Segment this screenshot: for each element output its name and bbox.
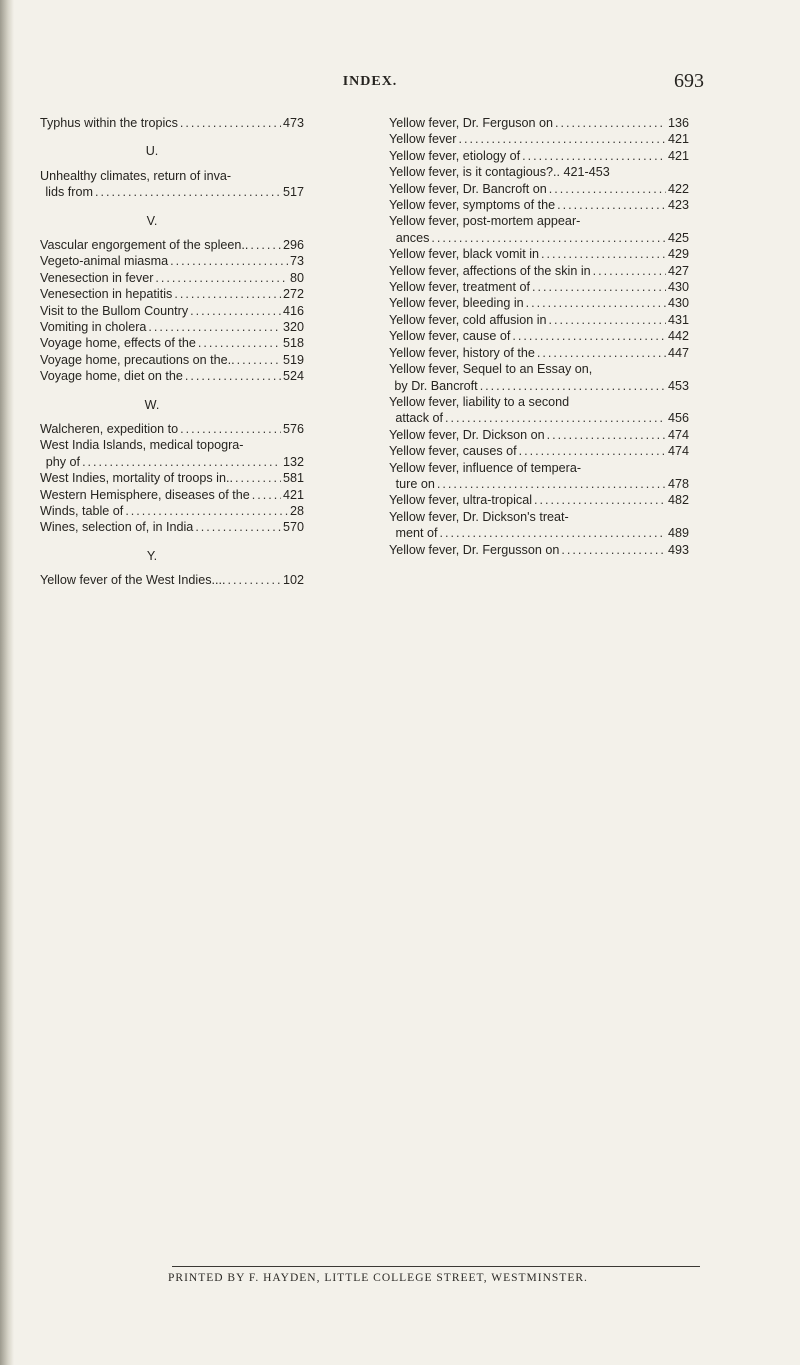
entry-page-number: 518 (282, 336, 304, 351)
entry-page-number: 422 (667, 181, 689, 196)
entry-text: Winds, table of (40, 504, 124, 519)
entry-text: by Dr. Bancroft (394, 378, 478, 393)
entry-text: Yellow fever, Sequel to an Essay on, (389, 362, 593, 377)
entry-text: Yellow fever, etiology of (389, 148, 521, 163)
entry-text: Walcheren, expedition to (40, 422, 179, 437)
index-entry (389, 246, 689, 262)
leader-dots (547, 427, 666, 443)
index-entry-line (40, 519, 304, 535)
leader-dots (445, 410, 666, 426)
index-entry-line (40, 115, 304, 131)
entry-text: ment of (395, 526, 438, 541)
index-entry-line (40, 421, 304, 437)
entry-page-number: 320 (282, 320, 304, 335)
index-entry (40, 115, 304, 131)
index-entry (389, 492, 689, 508)
leader-dots (431, 230, 666, 246)
entry-text: Voyage home, precautions on the.. (40, 352, 235, 367)
section-gap (40, 131, 304, 143)
entry-page-number: 453 (667, 378, 689, 393)
index-entry-line (389, 115, 689, 131)
index-entry-line (389, 492, 689, 508)
leader-dots (519, 443, 666, 459)
index-entry (40, 335, 304, 351)
entry-text: Yellow fever, symptoms of the (389, 198, 556, 213)
entry-page-number: 482 (667, 493, 689, 508)
leader-dots (252, 487, 281, 503)
entry-text: attack of (395, 411, 443, 426)
index-entry (40, 503, 304, 519)
index-entry (389, 509, 689, 542)
entry-page-number: 489 (667, 526, 689, 541)
entry-page-number: 430 (667, 280, 689, 295)
index-entry (40, 168, 304, 201)
entry-text: Yellow fever, Dr. Dickson on (389, 427, 545, 442)
entry-text: Venesection in fever (40, 270, 154, 285)
leader-dots (512, 328, 666, 344)
entry-page-number: 429 (667, 247, 689, 262)
entry-page-number: 474 (667, 427, 689, 442)
index-entry (389, 345, 689, 361)
leader-dots (561, 542, 666, 558)
leader-dots (537, 345, 666, 361)
entry-text: Yellow fever, influence of tempera- (389, 460, 582, 475)
index-entry (40, 303, 304, 319)
entry-text: Wines, selection of, in India (40, 520, 194, 535)
page-header (0, 70, 800, 94)
entry-text: Yellow fever of the West Indies.... (40, 573, 226, 588)
entry-text: Visit to the Bullom Country (40, 303, 189, 318)
entry-page-number: 73 (289, 254, 304, 269)
index-entry-line (40, 368, 304, 384)
index-entry (389, 542, 689, 558)
entry-page-number: 421 (282, 487, 304, 502)
index-entry-line (40, 253, 304, 269)
index-entry-line (389, 164, 689, 180)
entry-text: ances (395, 230, 430, 245)
footer-rule (172, 1266, 700, 1267)
entry-page-number: 296 (282, 238, 304, 252)
entry-page-number: 447 (667, 345, 689, 360)
entry-page-number: 272 (282, 287, 304, 302)
entry-text: Voyage home, effects of the (40, 336, 196, 351)
index-entry (389, 394, 689, 427)
index-entry-line (389, 476, 689, 492)
index-entry (389, 263, 689, 279)
leader-dots (557, 197, 666, 213)
entry-page-number: 431 (667, 312, 689, 327)
imprint-text: PRINTED BY F. HAYDEN, LITTLE COLLEGE STREET, WESTMINSTER. (168, 1272, 588, 1284)
entry-page-number: 427 (667, 263, 689, 278)
page-binding-edge (0, 0, 14, 1365)
leader-dots (437, 476, 666, 492)
entry-text: Yellow fever, is it contagious?.. 421-453 (389, 165, 610, 180)
index-entry-line (389, 197, 689, 213)
index-entry (389, 148, 689, 164)
section-letter: W. (144, 397, 160, 412)
index-entry-line (389, 246, 689, 262)
entry-page-number: 576 (282, 422, 304, 437)
index-entry (389, 279, 689, 295)
entry-page-number: 473 (282, 116, 304, 130)
index-entry-line (389, 328, 689, 344)
index-entry-line (389, 279, 689, 295)
entry-text: Yellow fever, affections of the skin in (389, 263, 591, 278)
index-entry-line (40, 487, 304, 503)
index-entry (389, 427, 689, 443)
leader-dots (549, 312, 666, 328)
page-number: 693 (674, 70, 704, 92)
leader-dots (534, 492, 666, 508)
leader-dots (458, 131, 666, 147)
index-entry-line (40, 286, 304, 302)
index-entry-line (40, 303, 304, 319)
entry-page-number: 442 (667, 329, 689, 344)
index-entry (40, 286, 304, 302)
index-entry (40, 368, 304, 384)
entry-text: Yellow fever, black vomit in (389, 247, 540, 262)
index-entry (40, 572, 304, 588)
leader-dots (440, 525, 666, 541)
section-gap (40, 160, 304, 168)
index-column-right (389, 115, 689, 558)
section-gap (40, 229, 304, 237)
entry-text: Vascular engorgement of the spleen.. (40, 238, 249, 252)
index-entry (40, 319, 304, 335)
index-entry (40, 237, 304, 253)
index-entry-line (40, 237, 304, 253)
entry-page-number: 474 (667, 444, 689, 459)
entry-text: lids from (45, 185, 93, 200)
leader-dots (532, 279, 666, 295)
entry-page-number: 423 (667, 198, 689, 213)
index-entry (40, 270, 304, 286)
index-entry (40, 253, 304, 269)
section-gap (40, 564, 304, 572)
entry-text: West India Islands, medical topogra- (40, 438, 244, 453)
entry-page-number: 136 (667, 116, 689, 130)
entry-page-number: 416 (282, 303, 304, 318)
index-entry-line (40, 470, 304, 486)
leader-dots (555, 115, 666, 131)
index-entry (389, 328, 689, 344)
leader-dots (195, 519, 281, 535)
entry-text: Yellow fever, Dr. Dickson's treat- (389, 509, 569, 524)
index-entry (389, 312, 689, 328)
entry-text: Yellow fever, post-mortem appear- (389, 214, 581, 229)
leader-dots (95, 184, 281, 200)
entry-text: Yellow fever, Dr. Bancroft on (389, 181, 547, 196)
entry-text: Voyage home, diet on the (40, 369, 183, 384)
index-entry-line (40, 335, 304, 351)
index-entry (40, 470, 304, 486)
index-entry-line (389, 378, 689, 394)
index-entry-line (389, 312, 689, 328)
index-column-left (40, 115, 304, 589)
section-letter: U. (145, 144, 159, 159)
entry-page-number: 421 (667, 132, 689, 147)
running-title: INDEX. (342, 74, 398, 89)
leader-dots (593, 263, 666, 279)
index-entry-line (389, 230, 689, 246)
index-entry-line (389, 460, 689, 476)
index-entry-line (389, 295, 689, 311)
leader-dots (190, 303, 281, 319)
index-entry (389, 181, 689, 197)
index-entry (389, 295, 689, 311)
index-entry-line (40, 454, 304, 470)
entry-text: Yellow fever, cause of (389, 329, 511, 344)
entry-page-number: 28 (289, 504, 304, 519)
index-entry-line (389, 443, 689, 459)
index-entry-line (40, 503, 304, 519)
entry-page-number: 517 (282, 185, 304, 200)
entry-page-number: 421 (667, 148, 689, 163)
index-entry-line (389, 361, 689, 377)
index-entry (40, 519, 304, 535)
section-letter: Y. (146, 548, 158, 563)
entry-page-number: 430 (667, 296, 689, 311)
leader-dots (237, 352, 281, 368)
index-entry-line (40, 572, 304, 588)
leader-dots (228, 572, 281, 588)
index-entry-line (389, 509, 689, 525)
entry-text: Yellow fever, liability to a second (389, 394, 570, 409)
index-entry (40, 421, 304, 437)
entry-text: Vegeto-animal miasma (40, 254, 169, 269)
index-entry-line (389, 148, 689, 164)
entry-page-number: 524 (282, 369, 304, 384)
entry-text: West Indies, mortality of troops in.. (40, 471, 233, 486)
leader-dots (541, 246, 666, 262)
index-entry-line (389, 394, 689, 410)
index-entry (389, 197, 689, 213)
entry-text: phy of (45, 454, 81, 469)
entry-page-number: 80 (289, 270, 304, 285)
entry-page-number: 581 (282, 471, 304, 486)
leader-dots (125, 503, 288, 519)
entry-text: Western Hemisphere, diseases of the (40, 487, 250, 502)
index-entry-line (40, 352, 304, 368)
index-entry-line (389, 131, 689, 147)
index-entry (40, 487, 304, 503)
entry-text: Yellow fever, ultra-tropical (389, 493, 533, 508)
section-gap (40, 385, 304, 397)
entry-page-number: 102 (282, 573, 304, 588)
index-entry-line (389, 213, 689, 229)
printer-imprint (168, 1272, 708, 1284)
entry-text: Yellow fever, history of the (389, 345, 535, 360)
index-entry-line (40, 437, 304, 453)
index-entry (40, 352, 304, 368)
leader-dots (526, 295, 666, 311)
leader-dots (170, 253, 288, 269)
leader-dots (148, 319, 281, 335)
index-entry (389, 164, 689, 180)
leader-dots (522, 148, 666, 164)
entry-page-number: 456 (667, 411, 689, 426)
entry-text: Venesection in hepatitis (40, 287, 173, 302)
index-entry (389, 131, 689, 147)
entry-text: Yellow fever, Dr. Fergusson on (389, 542, 560, 557)
index-entry-line (389, 427, 689, 443)
index-entry-line (389, 525, 689, 541)
leader-dots (549, 181, 666, 197)
entry-text: Vomiting in cholera (40, 320, 147, 335)
entry-page-number: 478 (667, 476, 689, 491)
leader-dots (480, 378, 666, 394)
index-entry (389, 361, 689, 394)
entry-text: Yellow fever, Dr. Ferguson on (389, 116, 554, 130)
entry-page-number: 570 (282, 520, 304, 535)
entry-text: ture on (395, 476, 435, 491)
entry-text: Typhus within the tropics (40, 116, 178, 130)
index-entry-line (389, 410, 689, 426)
index-entry (389, 460, 689, 493)
entry-text: Unhealthy climates, return of inva- (40, 168, 232, 183)
leader-dots (198, 335, 281, 351)
entry-page-number: 519 (282, 352, 304, 367)
index-entry-line (40, 319, 304, 335)
entry-text: Yellow fever, causes of (389, 444, 517, 459)
leader-dots (82, 454, 281, 470)
index-entry (40, 437, 304, 470)
entry-text: Yellow fever (389, 132, 457, 147)
index-entry (389, 443, 689, 459)
section-letter: V. (146, 213, 158, 228)
index-entry-line (389, 542, 689, 558)
entry-page-number: 493 (667, 542, 689, 557)
index-entry (389, 115, 689, 131)
index-entry-line (389, 263, 689, 279)
index-entry (389, 213, 689, 246)
index-entry-line (40, 168, 304, 184)
index-entry-line (389, 345, 689, 361)
leader-dots (180, 421, 281, 437)
index-entry-line (389, 181, 689, 197)
leader-dots (185, 368, 281, 384)
leader-dots (180, 115, 281, 131)
section-gap (40, 413, 304, 421)
index-entry-line (40, 184, 304, 200)
section-gap (40, 201, 304, 213)
entry-page-number: 132 (282, 454, 304, 469)
entry-text: Yellow fever, treatment of (389, 280, 530, 295)
section-gap (40, 536, 304, 548)
entry-text: Yellow fever, bleeding in (389, 296, 524, 311)
leader-dots (174, 286, 281, 302)
leader-dots (250, 237, 281, 253)
entry-text: Yellow fever, cold affusion in (389, 312, 547, 327)
leader-dots (235, 470, 281, 486)
leader-dots (155, 270, 288, 286)
entry-page-number: 425 (667, 230, 689, 245)
index-entry-line (40, 270, 304, 286)
